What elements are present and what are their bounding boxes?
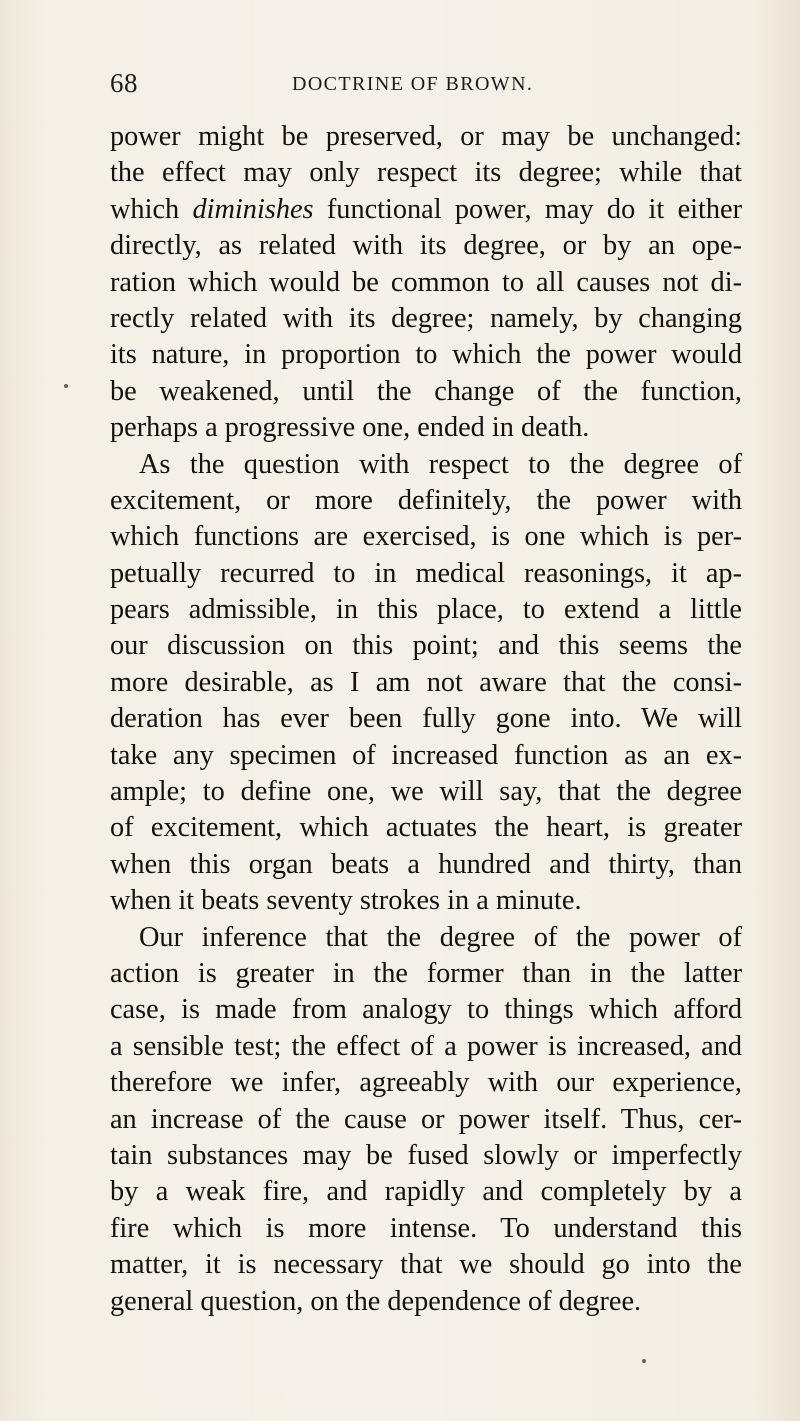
text-line: take any specimen of increased function as an ex- [110, 739, 742, 771]
paragraph-start-line: As the question with respect to the degree of [139, 448, 742, 480]
text-line: general question, on the dependence of degree. [110, 1285, 642, 1317]
text-line: fire which is more intense. To understand this [110, 1212, 742, 1244]
text-line: ample; to define one, we will say, that the degree [110, 776, 742, 808]
text-line: case, is made from analogy to things which afford [110, 994, 742, 1026]
text-line: rectly related with its degree; namely, by changing [110, 302, 742, 334]
text-line: action is greater in the former than in the latter [110, 957, 742, 989]
running-head: DOCTRINE OF BROWN. [292, 73, 534, 95]
paragraph-start-line: Our inference that the degree of the power of [139, 921, 742, 953]
text-line: power might be preserved, or may be unchanged: [110, 121, 742, 152]
text-line: when this organ beats a hundred and thirty, than [110, 848, 742, 880]
body-text [110, 119, 742, 1320]
text-line: perhaps a progressive one, ended in death. [110, 412, 590, 444]
text-line: by a weak fire, and rapidly and completely by a [110, 1176, 742, 1208]
text-line: petually recurred to in medical reasonings, it ap- [110, 557, 742, 589]
text-line: directly, as related with its degree, or by an ope- [110, 230, 742, 262]
text-line: pears admissible, in this place, to extend a little [110, 594, 742, 626]
text-line: deration has ever been fully gone into. We will [110, 703, 742, 735]
text-line: its nature, in proportion to which the power would [110, 339, 742, 371]
text-line: more desirable, as I am not aware that the consi- [110, 666, 742, 698]
text-line: of excitement, which actuates the heart, is greater [110, 812, 742, 844]
text-line: ration which would be common to all causes not di- [110, 266, 742, 298]
text-line: a sensible test; the effect of a power is increased, and [110, 1030, 742, 1062]
page-header [110, 68, 750, 108]
text-line: excitement, or more definitely, the power with [110, 484, 742, 516]
text-line: an increase of the cause or power itself. Thus, cer- [110, 1103, 742, 1135]
page-number: 68 [110, 68, 138, 98]
text-line: tain substances may be fused slowly or imperfectly [110, 1139, 742, 1171]
text-line: matter, it is necessary that we should go into the [110, 1249, 742, 1281]
text-line: be weakened, until the change of the function, [110, 375, 742, 407]
text-line: which diminishes functional power, may do it either [110, 193, 742, 225]
paper-speck [642, 1359, 646, 1363]
text-line: the effect may only respect its degree; while that [110, 157, 742, 189]
text-line: when it beats seventy strokes in a minute. [110, 885, 582, 917]
text-line: which functions are exercised, is one which is per- [110, 521, 742, 553]
text-line: our discussion on this point; and this seems the [110, 630, 742, 662]
emphasized-word: diminishes [192, 193, 314, 225]
paper-speck [64, 384, 68, 388]
text-line: therefore we infer, agreeably with our experience, [110, 1067, 742, 1099]
